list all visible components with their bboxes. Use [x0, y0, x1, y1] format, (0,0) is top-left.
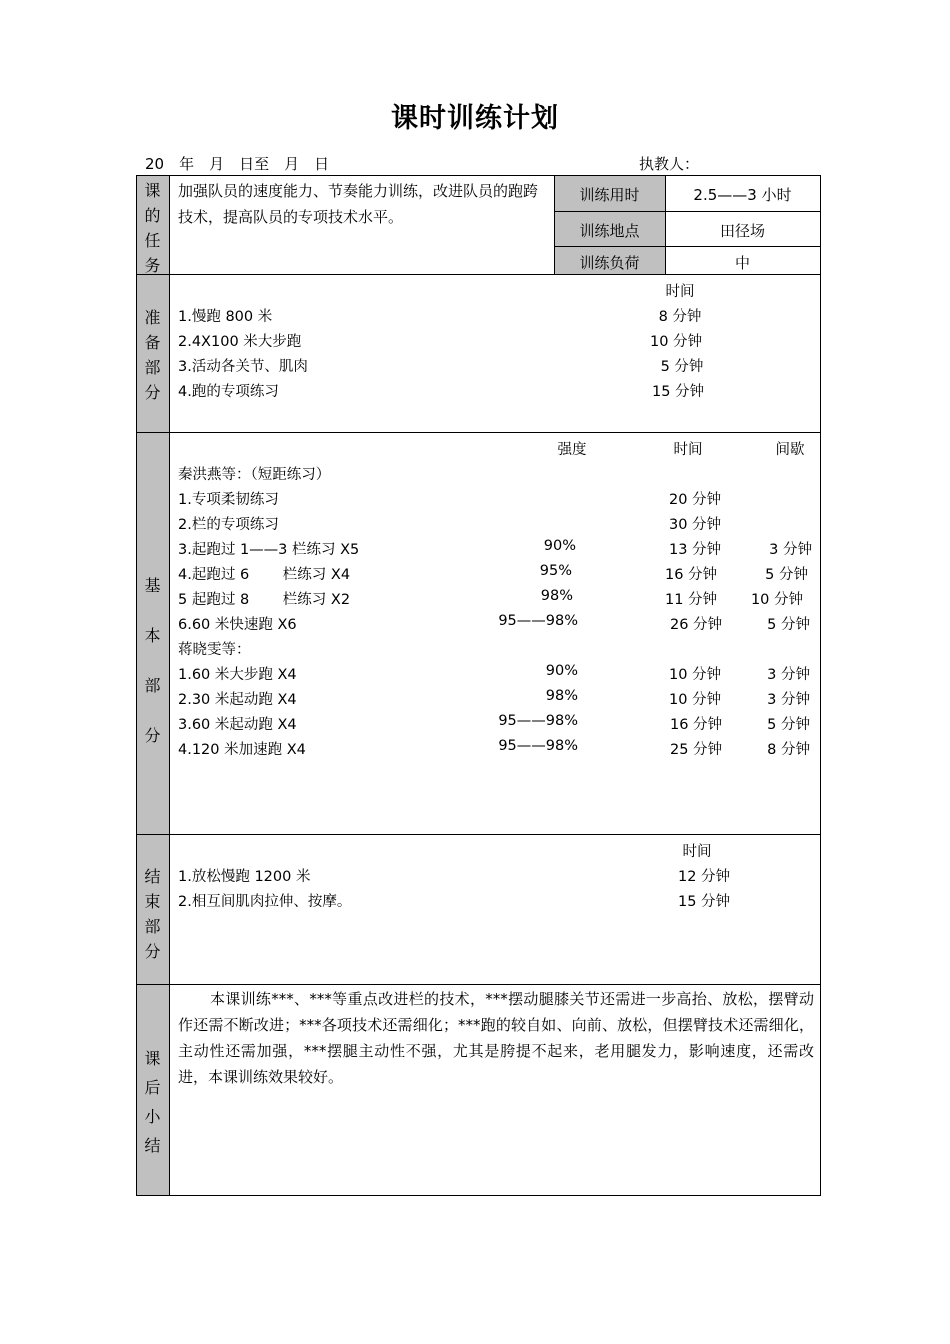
task-section-label: 课 的 任 务 — [144, 181, 161, 275]
main-item-time: 20 分钟 — [668, 492, 722, 508]
main-item-intensity: 95——98% — [498, 713, 578, 729]
main-item: 5 起跑过 8 栏练习 X2 — [178, 592, 351, 608]
main-item: 1.专项柔韧练习 — [178, 492, 279, 508]
main-item-time: 10 分钟 — [668, 692, 722, 708]
summary-section-label: 课 后 小 结 — [144, 1049, 161, 1155]
main-item-intensity: 95% — [539, 563, 572, 579]
info-value-load: 中 — [734, 254, 750, 272]
end-item: 2.相互间肌肉拉伸、按摩。 — [178, 894, 352, 910]
main-item: 2.30 米起动跑 X4 — [178, 692, 297, 708]
main-item-time: 10 分钟 — [668, 667, 722, 683]
main-item-time: 16 分钟 — [664, 567, 718, 583]
main-item-rest: 10 分钟 — [750, 592, 803, 608]
main-item-time: 16 分钟 — [669, 717, 723, 733]
main-item-rest: 3 分钟 — [767, 667, 810, 683]
main-item-time: 11 分钟 — [664, 592, 718, 608]
info-value-duration: 2.5——3 小时 — [693, 186, 792, 204]
main-intensity-header: 强度 — [557, 442, 587, 458]
main-item-time: 26 分钟 — [669, 617, 723, 633]
prep-item: 3.活动各关节、肌肉 — [178, 359, 308, 375]
main-item-intensity: 98% — [540, 588, 573, 604]
end-item-time: 15 分钟 — [677, 894, 731, 910]
prep-item: 2.4X100 米大步跑 — [178, 334, 302, 350]
coach-label: 执教人： — [639, 155, 700, 173]
main-item: 3.60 米起动跑 X4 — [178, 717, 297, 733]
main-item-rest: 8 分钟 — [767, 742, 810, 758]
summary-text: 本课训练***、***等重点改进栏的技术，***摆动腿膝关节还需进一步高抬、放松，摆臂动作还需不断改进；***各项技术还需细化；***跑的较自如、向前、放松，但摆臂技术还需细化，主动性还需加强，***摆腿主动性不强，尤其是胯提不起来，老用腿发力，影响速度，还需改进，本课训练效果较好。 — [178, 990, 814, 1086]
group-title: 蒋晓雯等： — [178, 642, 251, 658]
main-item-rest: 5 分钟 — [767, 617, 810, 633]
end-section-label: 结 束 部 分 — [144, 867, 161, 961]
main-item-rest: 5 分钟 — [765, 567, 808, 583]
info-key-load: 训练负荷 — [579, 254, 640, 272]
prep-item: 1.慢跑 800 米 — [178, 309, 273, 325]
prep-time-header: 时间 — [665, 284, 695, 300]
main-item-rest: 5 分钟 — [767, 717, 810, 733]
info-value-location: 田径场 — [719, 222, 765, 240]
main-rest-header: 间歇 — [775, 442, 805, 458]
end-item-time: 12 分钟 — [677, 869, 731, 885]
main-item: 2.栏的专项练习 — [178, 517, 279, 533]
prep-item: 4.跑的专项练习 — [178, 384, 279, 400]
prep-item-time: 5 分钟 — [660, 359, 704, 375]
prep-item-time: 10 分钟 — [649, 334, 703, 350]
main-item-time: 30 分钟 — [668, 517, 722, 533]
info-key-location: 训练地点 — [579, 222, 640, 240]
main-item-intensity: 98% — [545, 688, 578, 704]
info-key-duration: 训练用时 — [579, 186, 640, 204]
end-item: 1.放松慢跑 1200 米 — [178, 869, 311, 885]
main-time-header: 时间 — [673, 442, 703, 458]
main-item-time: 25 分钟 — [669, 742, 723, 758]
main-item: 4.起跑过 6 栏练习 X4 — [178, 567, 351, 583]
date-range: 20 年 月 日至 月 日 — [145, 155, 330, 173]
prep-item-time: 8 分钟 — [658, 309, 702, 325]
main-item-intensity: 90% — [543, 538, 576, 554]
main-item: 4.120 米加速跑 X4 — [178, 742, 306, 758]
end-time-header: 时间 — [682, 844, 712, 860]
main-item: 3.起跑过 1——3 栏练习 X5 — [178, 542, 360, 558]
main-item-time: 13 分钟 — [668, 542, 722, 558]
group-title: 秦洪燕等：（短距练习） — [178, 467, 331, 483]
main-item-rest: 3 分钟 — [769, 542, 812, 558]
page-title: 课时训练计划 — [391, 103, 559, 134]
prep-section-label: 准 备 部 分 — [144, 308, 161, 402]
main-item-intensity: 90% — [545, 663, 578, 679]
main-section-label: 基 本 部 分 — [144, 576, 161, 745]
main-item-intensity: 95——98% — [498, 738, 578, 754]
main-item: 1.60 米大步跑 X4 — [178, 667, 297, 683]
prep-item-time: 15 分钟 — [651, 384, 705, 400]
main-item-rest: 3 分钟 — [767, 692, 810, 708]
main-item: 6.60 米快速跑 X6 — [178, 617, 297, 633]
task-description: 加强队员的速度能力、节奏能力训练，改进队员的跑跨技术，提高队员的专项技术水平。 — [178, 182, 539, 226]
main-item-intensity: 95——98% — [498, 613, 578, 629]
